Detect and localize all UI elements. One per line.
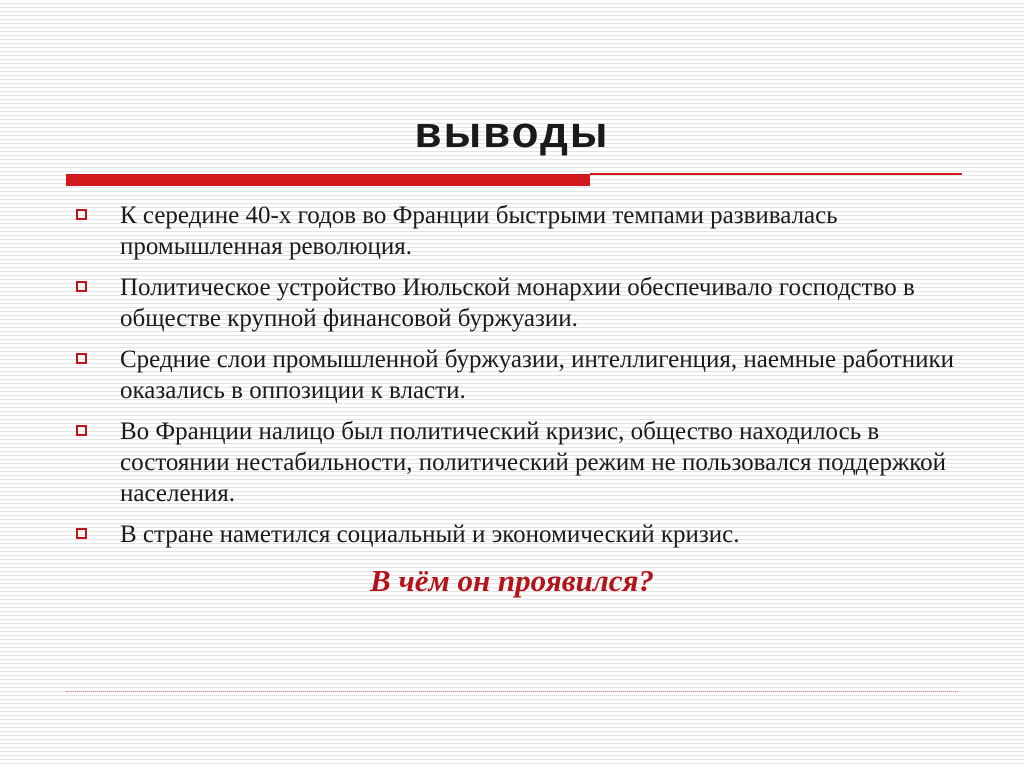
bullet-text: Средние слои промышленной буржуазии, интеллигенция, наемные работники оказались в оппозиции к власти. bbox=[120, 346, 955, 404]
title-underline-thin bbox=[590, 173, 962, 175]
bullet-text: Политическое устройство Июльской монархии обеспечивало господство в обществе крупной финансовой буржуазии. bbox=[120, 274, 915, 332]
square-bullet-icon bbox=[76, 281, 87, 292]
title-underline-thick bbox=[66, 174, 590, 186]
conclusions-list bbox=[76, 200, 956, 560]
square-bullet-icon bbox=[76, 209, 87, 220]
question-heading: В чём он проявился? bbox=[370, 563, 654, 598]
bullet-text: Во Франции налицо был политический кризис, общество находилось в состоянии нестабильности, политический режим не пользовался поддержкой населения. bbox=[120, 418, 947, 507]
list-item bbox=[76, 272, 956, 334]
square-bullet-icon bbox=[76, 425, 87, 436]
bullet-text: В стране наметился социальный и экономический кризис. bbox=[120, 521, 740, 548]
list-item bbox=[76, 416, 956, 509]
list-item bbox=[76, 200, 956, 262]
bullet-text: К середине 40-х годов во Франции быстрыми темпами развивалась промышленная революция. bbox=[120, 202, 838, 260]
slide-title: выводы bbox=[414, 108, 610, 157]
square-bullet-icon bbox=[76, 528, 87, 539]
list-item bbox=[76, 344, 956, 406]
list-item bbox=[76, 519, 956, 550]
square-bullet-icon bbox=[76, 353, 87, 364]
footer-divider bbox=[66, 691, 958, 692]
